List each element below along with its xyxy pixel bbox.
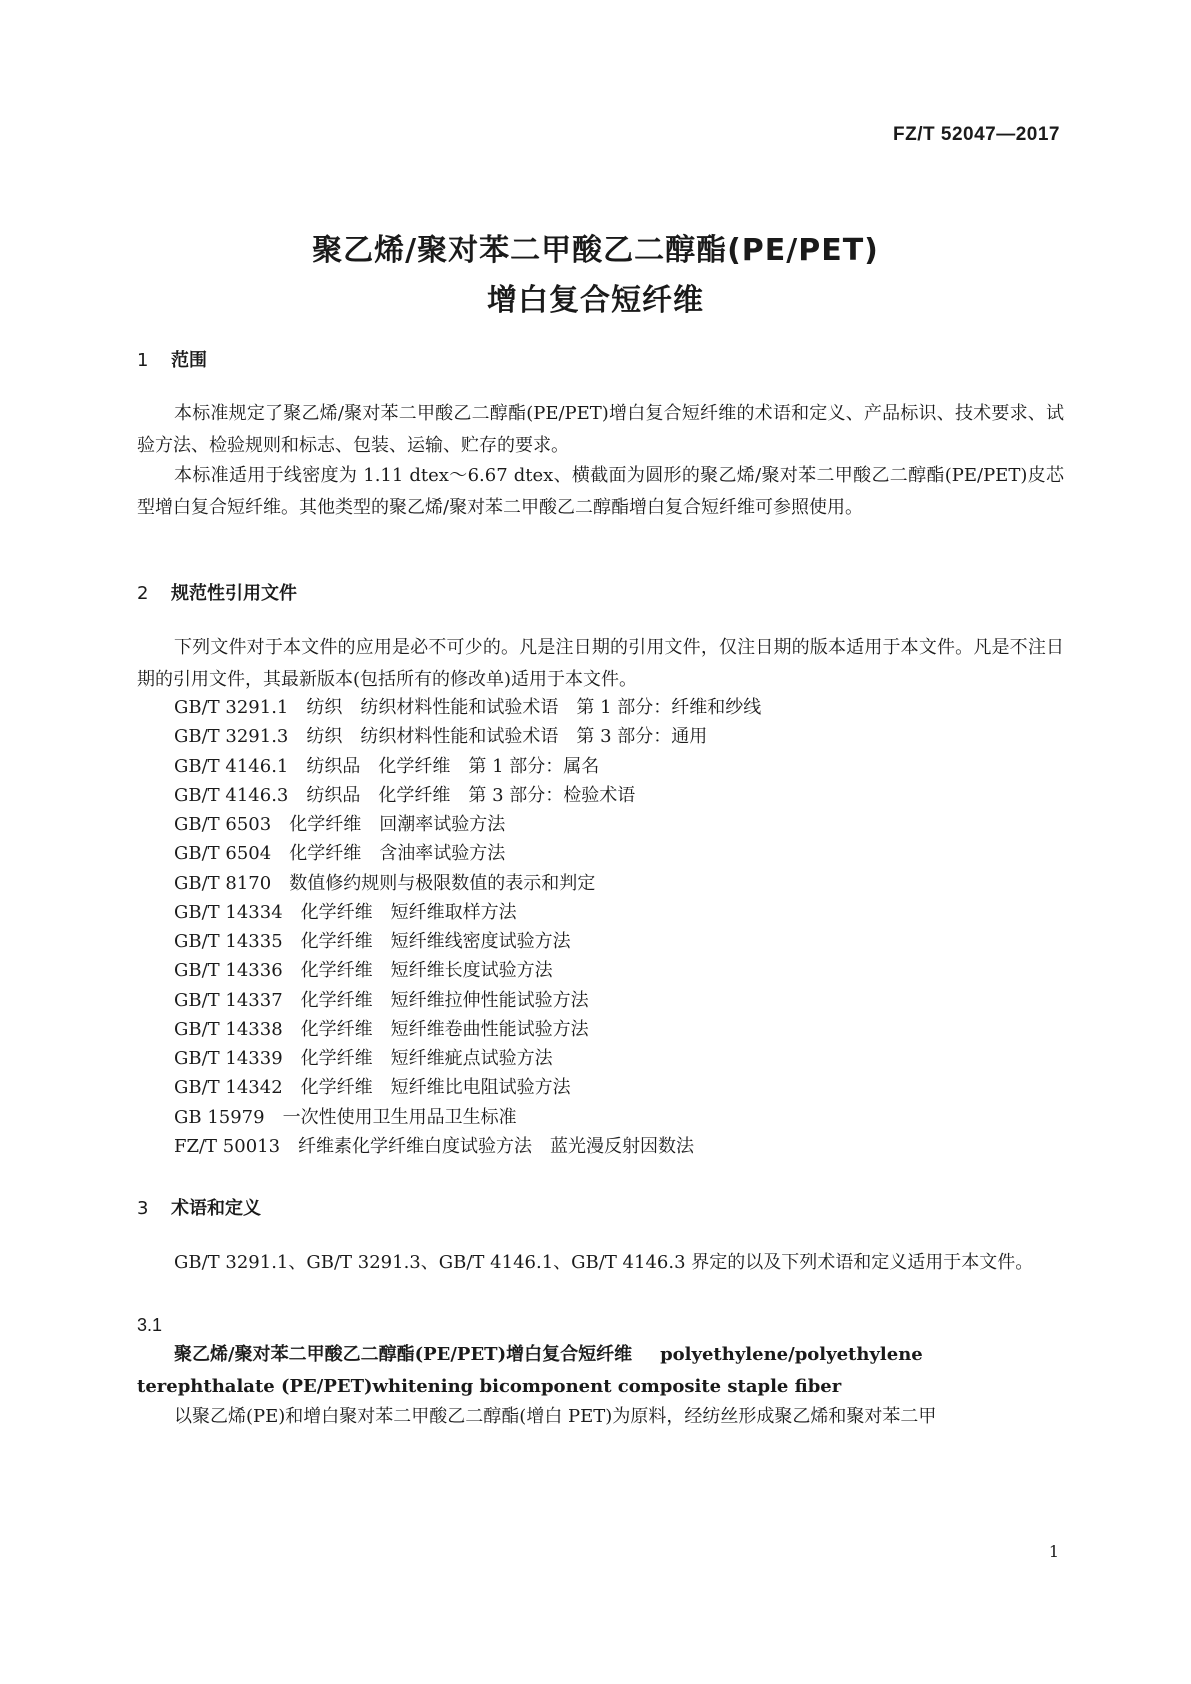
reference-item: GB/T 3291.1 纺织 纺织材料性能和试验术语 第 1 部分：纤维和纱线 xyxy=(174,697,762,718)
section-1-heading xyxy=(137,346,207,372)
section-3-heading xyxy=(137,1194,261,1220)
scope-paragraph-2: 本标准适用于线密度为 1.11 dtex～6.67 dtex、横截面为圆形的聚乙烯/聚对苯二甲酸乙二醇酯(PE/PET)皮芯型增白复合短纤维。其他类型的聚乙烯/聚对苯二甲酸乙二醇酯增白复合短纤维可参照使用。 xyxy=(137,465,1064,518)
reference-item: FZ/T 50013 纤维素化学纤维白度试验方法 蓝光漫反射因数法 xyxy=(174,1136,695,1157)
reference-item: GB/T 14336 化学纤维 短纤维长度试验方法 xyxy=(174,960,553,981)
section-2-heading xyxy=(137,579,297,605)
title-line-2: 增白复合短纤维 xyxy=(487,283,704,318)
section-number: 1 xyxy=(137,350,149,371)
term-english: polyethylene/polyethylene terephthalate (PE/PET)whitening bicomponent composite staple fiber xyxy=(137,1344,923,1397)
reference-item: GB/T 4146.1 纺织品 化学纤维 第 1 部分：属名 xyxy=(174,756,600,777)
reference-item: GB/T 8170 数值修约规则与极限数值的表示和判定 xyxy=(174,873,596,894)
scope-paragraph-1: 本标准规定了聚乙烯/聚对苯二甲酸乙二醇酯(PE/PET)增白复合短纤维的术语和定义、产品标识、技术要求、试验方法、检验规则和标志、包装、运输、贮存的要求。 xyxy=(137,403,1064,456)
reference-item: GB/T 14337 化学纤维 短纤维拉伸性能试验方法 xyxy=(174,990,589,1011)
reference-item: GB/T 14335 化学纤维 短纤维线密度试验方法 xyxy=(174,931,571,952)
reference-item: GB 15979 一次性使用卫生用品卫生标准 xyxy=(174,1107,517,1128)
section-title: 规范性引用文件 xyxy=(171,583,297,604)
title-line-1: 聚乙烯/聚对苯二甲酸乙二醇酯(PE/PET) xyxy=(312,233,879,268)
term-heading xyxy=(137,1339,1064,1402)
reference-item: GB/T 14334 化学纤维 短纤维取样方法 xyxy=(174,902,517,923)
document-title xyxy=(0,226,1191,326)
term-definition: 以聚乙烯(PE)和增白聚对苯二甲酸乙二醇酯(增白 PET)为原料，经纺丝形成聚乙烯和聚对苯二甲 xyxy=(174,1406,937,1427)
standard-code: FZ/T 52047—2017 xyxy=(893,124,1060,145)
term-chinese: 聚乙烯/聚对苯二甲酸乙二醇酯(PE/PET)增白复合短纤维 xyxy=(174,1344,633,1365)
page-number: 1 xyxy=(1048,1542,1059,1561)
references-intro: 下列文件对于本文件的应用是必不可少的。凡是注日期的引用文件，仅注日期的版本适用于本文件。凡是不注日期的引用文件，其最新版本(包括所有的修改单)适用于本文件。 xyxy=(137,637,1064,690)
section-number: 2 xyxy=(137,583,149,604)
term-number: 3.1 xyxy=(137,1315,163,1335)
section-title: 术语和定义 xyxy=(171,1198,261,1219)
reference-item: GB/T 14339 化学纤维 短纤维疵点试验方法 xyxy=(174,1048,553,1069)
section-title: 范围 xyxy=(171,350,207,371)
reference-item: GB/T 6504 化学纤维 含油率试验方法 xyxy=(174,843,506,864)
reference-item: GB/T 3291.3 纺织 纺织材料性能和试验术语 第 3 部分：通用 xyxy=(174,726,708,747)
reference-item: GB/T 4146.3 纺织品 化学纤维 第 3 部分：检验术语 xyxy=(174,785,636,806)
reference-item: GB/T 14338 化学纤维 短纤维卷曲性能试验方法 xyxy=(174,1019,589,1040)
terms-intro: GB/T 3291.1、GB/T 3291.3、GB/T 4146.1、GB/T 4146.3 界定的以及下列术语和定义适用于本文件。 xyxy=(174,1252,1034,1273)
reference-item: GB/T 14342 化学纤维 短纤维比电阻试验方法 xyxy=(174,1077,571,1098)
section-number: 3 xyxy=(137,1198,149,1219)
reference-item: GB/T 6503 化学纤维 回潮率试验方法 xyxy=(174,814,506,835)
